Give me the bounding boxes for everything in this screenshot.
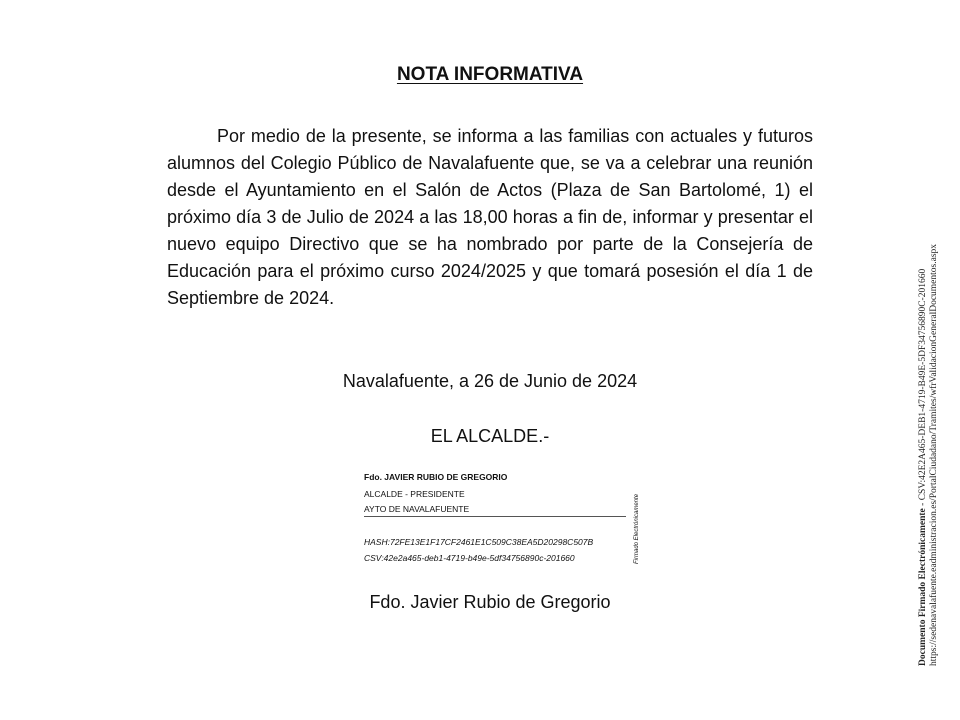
signature-name: Fdo. JAVIER RUBIO DE GREGORIO [364,472,508,482]
signature-entity: AYTO DE NAVALAFUENTE [364,504,626,517]
signature-csv: CSV:42e2a465-deb1-4719-b49e-5df34756890c-201660 [364,553,575,563]
signature-position: ALCALDE - PRESIDENTE [364,489,465,499]
electronic-signature-block [362,470,652,570]
signed-by-line: Fdo. Javier Rubio de Gregorio [369,592,611,612]
signer-role: EL ALCALDE.- [430,426,550,446]
body-paragraph: Por medio de la presente, se informa a las familias con actuales y futuros alumnos del Colegio Público de Navalafuente que, se va a celebrar una reunión desde el Ayuntamiento en el Salón de Actos (Plaza de San Bartolomé, 1) el próximo día 3 de Julio de 2024 a las 18,00 horas a fin de, informar y presentar el nuevo equipo Directivo que se ha nombrado por parte de la Consejería de Educación para el próximo curso 2024/2025 y que tomará posesión el día 1 de Septiembre de 2024. [167,126,813,308]
body-paragraph-container [167,123,813,312]
signature-hash: HASH:72FE13E1F17CF2461E1C509C38EA5D20298C507B [364,537,594,547]
side-stamp-csv: - CSV:42E2A465-DEB1-4719-B49E-5DF34756890C-201660 [918,268,928,509]
document-title: NOTA INFORMATIVA [396,64,584,85]
signature-vertical-label: Firmado Electrónicamente [634,493,640,564]
side-stamp-url: https://sedenavalafuente.eadministracion.es/PortalCiudadano/Tramites/wfrValidacionGeneralDocumentos.aspx [929,243,939,666]
date-line: Navalafuente, a 26 de Junio de 2024 [342,371,638,391]
side-stamp-bold: Documento Firmado Electrónicamente [918,508,928,666]
side-stamp-line1 [918,146,929,666]
side-validation-stamp [918,146,940,666]
